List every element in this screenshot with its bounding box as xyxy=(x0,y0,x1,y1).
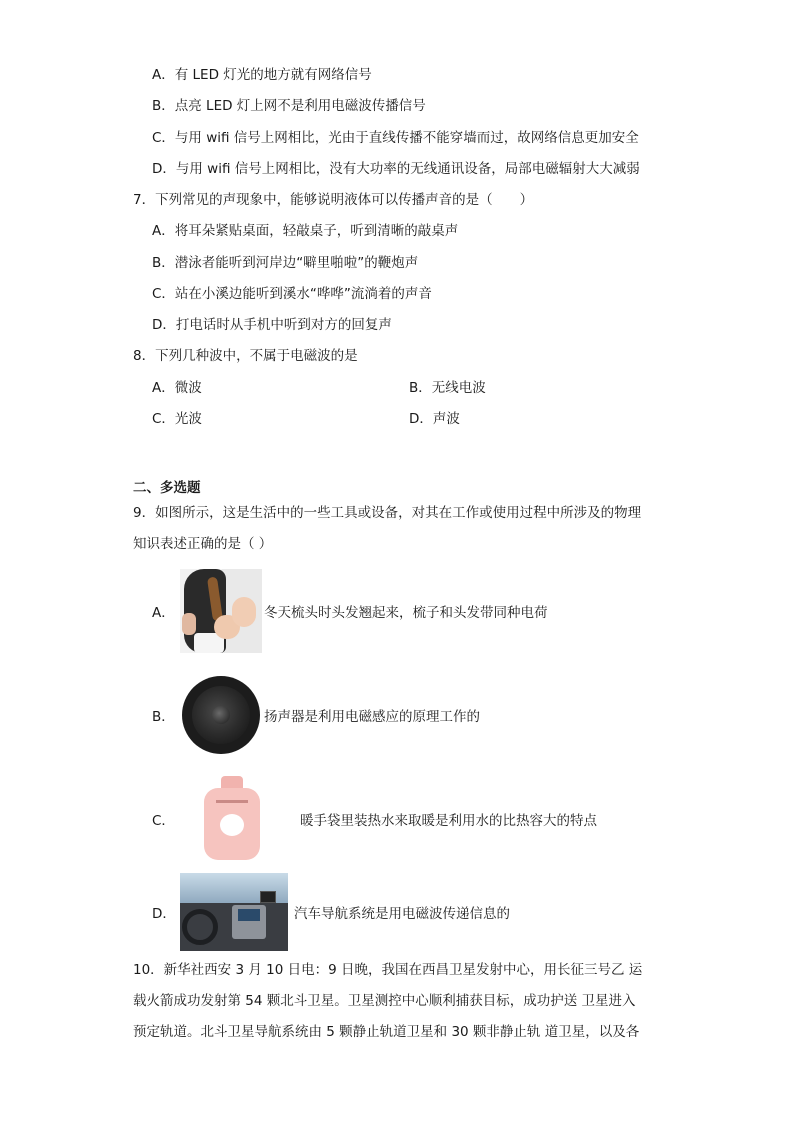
hot-water-bottle-photo xyxy=(194,774,270,864)
option-label: C． xyxy=(152,813,175,829)
section-heading: 二、多选题 xyxy=(133,480,201,496)
q8-option-d: D．声波 xyxy=(409,411,460,427)
q9-stem-line1: 9．如图所示，这是生活中的一些工具或设备，对其在工作或使用过程中所涉及的物理 xyxy=(133,505,642,521)
option-label: A． xyxy=(152,605,175,621)
q7-option-a: A．将耳朵紧贴桌面，轻敲桌子，听到清晰的敲桌声 xyxy=(152,223,459,239)
option-label: B． xyxy=(152,709,175,725)
q10-line3: 预定轨道。北斗卫星导航系统由 5 颗静止轨道卫星和 30 颗非静止轨 道卫星，以及各 xyxy=(133,1024,640,1040)
q6-option-b: B．点亮 LED 灯上网不是利用电磁波传播信号 xyxy=(152,98,426,114)
option-label: D． xyxy=(152,906,176,922)
q6-option-d: D．与用 wifi 信号上网相比，没有大功率的无线通讯设备，局部电磁辐射大大减弱 xyxy=(152,161,640,177)
q10-line1: 10．新华社西安 3 月 10 日电：9 日晚，我国在西昌卫星发射中心，用长征三号乙 运 xyxy=(133,962,643,978)
q7-stem: 7．下列常见的声现象中，能够说明液体可以传播声音的是（ ） xyxy=(133,192,534,208)
q6-option-a: A．有 LED 灯光的地方就有网络信号 xyxy=(152,67,372,83)
option-text: 冬天梳头时头发翘起来，梳子和头发带同种电荷 xyxy=(264,605,548,621)
q9-option-d xyxy=(152,873,510,951)
q7-option-d: D．打电话时从手机中听到对方的回复声 xyxy=(152,317,392,333)
q8-option-c: C．光波 xyxy=(152,411,202,427)
option-text: 暖手袋里装热水来取暖是利用水的比热容大的特点 xyxy=(300,813,597,829)
q8-option-a: A．微波 xyxy=(152,380,202,396)
q9-option-b xyxy=(152,674,480,756)
q9-option-c xyxy=(152,774,597,864)
q7-option-b: B．潜泳者能听到河岸边“噼里啪啦”的鞭炮声 xyxy=(152,255,419,271)
car-navigation-photo xyxy=(180,873,288,951)
speaker-photo xyxy=(180,674,264,756)
q7-option-c: C．站在小溪边能听到溪水“哗哗”流淌着的声音 xyxy=(152,286,432,302)
q8-stem: 8．下列几种波中，不属于电磁波的是 xyxy=(133,348,358,364)
q10-line2: 载火箭成功发射第 54 颗北斗卫星。卫星测控中心顺利捕获目标，成功护送 卫星进入 xyxy=(133,993,636,1009)
q9-stem-line2: 知识表述正确的是（ ） xyxy=(133,536,273,552)
option-text: 扬声器是利用电磁感应的原理工作的 xyxy=(264,709,480,725)
q6-option-c: C．与用 wifi 信号上网相比，光由于直线传播不能穿墙而过，故网络信息更加安全 xyxy=(152,130,639,146)
hair-combing-photo xyxy=(180,569,262,653)
q9-option-a xyxy=(152,569,548,653)
q8-option-b: B．无线电波 xyxy=(409,380,486,396)
option-text: 汽车导航系统是用电磁波传递信息的 xyxy=(294,906,510,922)
